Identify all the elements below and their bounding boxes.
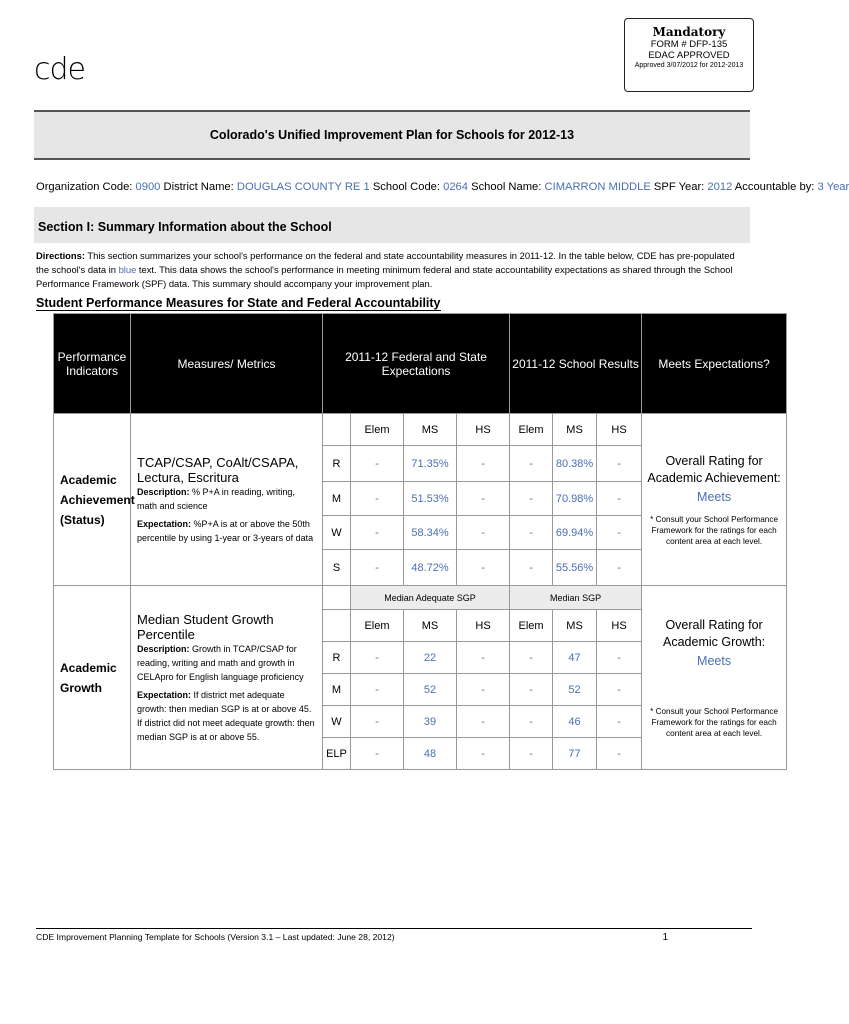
value-cell: 47: [553, 642, 597, 674]
cde-logo: cde: [34, 52, 85, 87]
level-elem: Elem: [351, 610, 404, 642]
value-cell: -: [597, 674, 642, 706]
stamp-line-3: EDAC APPROVED: [648, 50, 730, 61]
directions-blue-word: blue: [118, 264, 137, 275]
achievement-rating: Meets: [697, 489, 732, 504]
growth-rating: Meets: [697, 653, 732, 668]
value-cell: -: [351, 706, 404, 738]
value-cell: -: [597, 550, 642, 586]
measure-achievement-title: TCAP/CSAP, CoAlt/CSAPA, Lectura, Escritura: [137, 454, 299, 485]
value-cell: -: [597, 446, 642, 482]
value-cell: -: [457, 706, 510, 738]
subject-cell: R: [323, 642, 351, 674]
value-cell: -: [351, 516, 404, 550]
directions-text-1: This section summarizes your school's performance on the federal and state accountability measures in 2011-12. In the table below, CDE has pre-populated the school's data in: [36, 250, 735, 275]
header-expectations: 2011-12 Federal and State Expectations: [323, 314, 510, 414]
stamp-line-1: Mandatory: [652, 25, 726, 39]
performance-measures-title: Student Performance Measures for State and Federal Accountability: [36, 296, 441, 310]
page-number: 1: [662, 932, 668, 943]
org-code-label: Organization Code:: [36, 181, 133, 193]
page-title: [34, 110, 750, 160]
indicator-growth: Academic Growth: [54, 586, 131, 770]
measure-growth-title: Median Student Growth Percentile: [137, 611, 274, 642]
exp-label: Expectation:: [137, 518, 192, 529]
subject-cell: W: [323, 516, 351, 550]
header-indicators: Performance Indicators: [54, 314, 131, 414]
org-code: 0900: [135, 181, 161, 193]
value-cell: -: [457, 642, 510, 674]
level-hs: HS: [597, 414, 642, 446]
value-cell: -: [510, 482, 553, 516]
value-cell: 51.53%: [404, 482, 457, 516]
blank-cell: [323, 586, 351, 610]
value-cell: -: [351, 446, 404, 482]
directions-text-2: text. This data shows the school's performance in meeting minimum federal and state accountability expectations as shared through the School Performance Framework (SPF) data. This summary should accompany your improvement plan.: [36, 264, 733, 289]
value-cell: -: [510, 550, 553, 586]
table-row: [54, 414, 787, 446]
table-header-row: [54, 314, 787, 414]
value-cell: -: [351, 550, 404, 586]
performance-table: [53, 313, 787, 770]
school-name: CIMARRON MIDDLE: [544, 181, 651, 193]
stamp-line-4: Approved 3/07/2012 for 2012-2013: [634, 62, 744, 69]
value-cell: -: [351, 674, 404, 706]
value-cell: 55.56%: [553, 550, 597, 586]
measure-growth: [131, 586, 323, 770]
subject-cell: S: [323, 550, 351, 586]
header-measures: Measures/ Metrics: [131, 314, 323, 414]
median-adequate-sgp-header: Median Adequate SGP: [351, 586, 510, 610]
section-header: [34, 207, 750, 243]
subject-cell: ELP: [323, 738, 351, 770]
page-title-text: Colorado's Unified Improvement Plan for Schools for 2012-13: [209, 128, 575, 142]
stamp-line-2: FORM # DFP-135: [650, 39, 728, 50]
header-meets: Meets Expectations?: [642, 314, 787, 414]
achievement-note: * Consult your School Performance Framework for the ratings for each content area at each level.: [650, 514, 779, 546]
accountable-value: 3 Year: [817, 181, 849, 193]
value-cell: -: [457, 482, 510, 516]
exp-label: Expectation:: [137, 689, 192, 700]
value-cell: -: [510, 516, 553, 550]
value-cell: -: [351, 642, 404, 674]
level-hs: HS: [597, 610, 642, 642]
value-cell: -: [457, 550, 510, 586]
footer-text: CDE Improvement Planning Template for Schools (Version 3.1 – Last updated: June 28, 2012): [36, 932, 395, 942]
indicator-achievement: Academic Achievement (Status): [54, 414, 131, 586]
district-label: District Name:: [163, 181, 234, 193]
directions: [36, 249, 750, 291]
value-cell: 48.72%: [404, 550, 457, 586]
spf-year-label: SPF Year:: [653, 181, 705, 193]
subject-cell: R: [323, 446, 351, 482]
desc-text: % P+A in reading, writing, math and science: [137, 486, 295, 511]
blank-cell: [323, 610, 351, 642]
value-cell: -: [457, 738, 510, 770]
level-elem: Elem: [510, 610, 553, 642]
value-cell: -: [597, 482, 642, 516]
level-ms: MS: [553, 610, 597, 642]
growth-rating-label: Overall Rating for Academic Growth:: [663, 617, 766, 649]
value-cell: 22: [404, 642, 457, 674]
desc-label: Description:: [137, 643, 190, 654]
median-sgp-header: Median SGP: [510, 586, 642, 610]
exp-text: If district met adequate growth: then median SGP is at or above 45.: [137, 689, 312, 714]
school-name-label: School Name:: [471, 181, 542, 193]
subject-cell: W: [323, 706, 351, 738]
page-footer: [36, 928, 752, 942]
directions-label: Directions:: [36, 250, 85, 261]
school-code-label: School Code:: [372, 181, 440, 193]
value-cell: -: [510, 738, 553, 770]
spf-year: 2012: [707, 181, 733, 193]
value-cell: -: [457, 446, 510, 482]
value-cell: -: [351, 482, 404, 516]
value-cell: 39: [404, 706, 457, 738]
value-cell: 52: [553, 674, 597, 706]
accountable-label: Accountable by:: [734, 181, 815, 193]
level-elem: Elem: [351, 414, 404, 446]
level-ms: MS: [404, 610, 457, 642]
school-code: 0264: [443, 181, 468, 193]
achievement-rating-cell: [642, 414, 787, 586]
exp-text: %P+A is at or above the 50th percentile by using 1-year or 3-years of data: [137, 518, 314, 543]
measure-achievement: [131, 414, 323, 586]
value-cell: -: [597, 738, 642, 770]
achievement-rating-label: Overall Rating for Academic Achievement:: [647, 453, 781, 485]
section-title: Section I: Summary Information about the School: [38, 220, 332, 234]
value-cell: -: [457, 674, 510, 706]
value-cell: 52: [404, 674, 457, 706]
subject-cell: M: [323, 674, 351, 706]
level-elem: Elem: [510, 414, 553, 446]
mandatory-stamp: [624, 18, 754, 92]
level-ms: MS: [404, 414, 457, 446]
district-name: DOUGLAS COUNTY RE 1: [236, 181, 370, 193]
level-hs: HS: [457, 610, 510, 642]
value-cell: 71.35%: [404, 446, 457, 482]
value-cell: -: [457, 516, 510, 550]
value-cell: 48: [404, 738, 457, 770]
value-cell: -: [597, 516, 642, 550]
header-results: 2011-12 School Results: [510, 314, 642, 414]
value-cell: -: [597, 706, 642, 738]
value-cell: -: [510, 642, 553, 674]
value-cell: 77: [553, 738, 597, 770]
value-cell: -: [597, 642, 642, 674]
value-cell: 46: [553, 706, 597, 738]
growth-rating-cell: [642, 586, 787, 770]
level-ms: MS: [553, 414, 597, 446]
subject-cell: M: [323, 482, 351, 516]
value-cell: 58.34%: [404, 516, 457, 550]
value-cell: 80.38%: [553, 446, 597, 482]
blank-cell: [323, 414, 351, 446]
level-hs: HS: [457, 414, 510, 446]
desc-text: Growth in TCAP/CSAP for reading, writing and math and growth in CELApro for English language proficiency: [137, 643, 304, 682]
desc-label: Description:: [137, 486, 190, 497]
organization-line: [36, 181, 849, 193]
table-row: [54, 586, 787, 610]
value-cell: -: [510, 446, 553, 482]
exp-text-2: If district did not meet adequate growth: then median SGP is at or above 55.: [137, 717, 315, 742]
value-cell: -: [510, 674, 553, 706]
value-cell: 70.98%: [553, 482, 597, 516]
value-cell: 69.94%: [553, 516, 597, 550]
growth-note: * Consult your School Performance Framework for the ratings for each content area at each level.: [650, 706, 779, 738]
value-cell: -: [351, 738, 404, 770]
value-cell: -: [510, 706, 553, 738]
